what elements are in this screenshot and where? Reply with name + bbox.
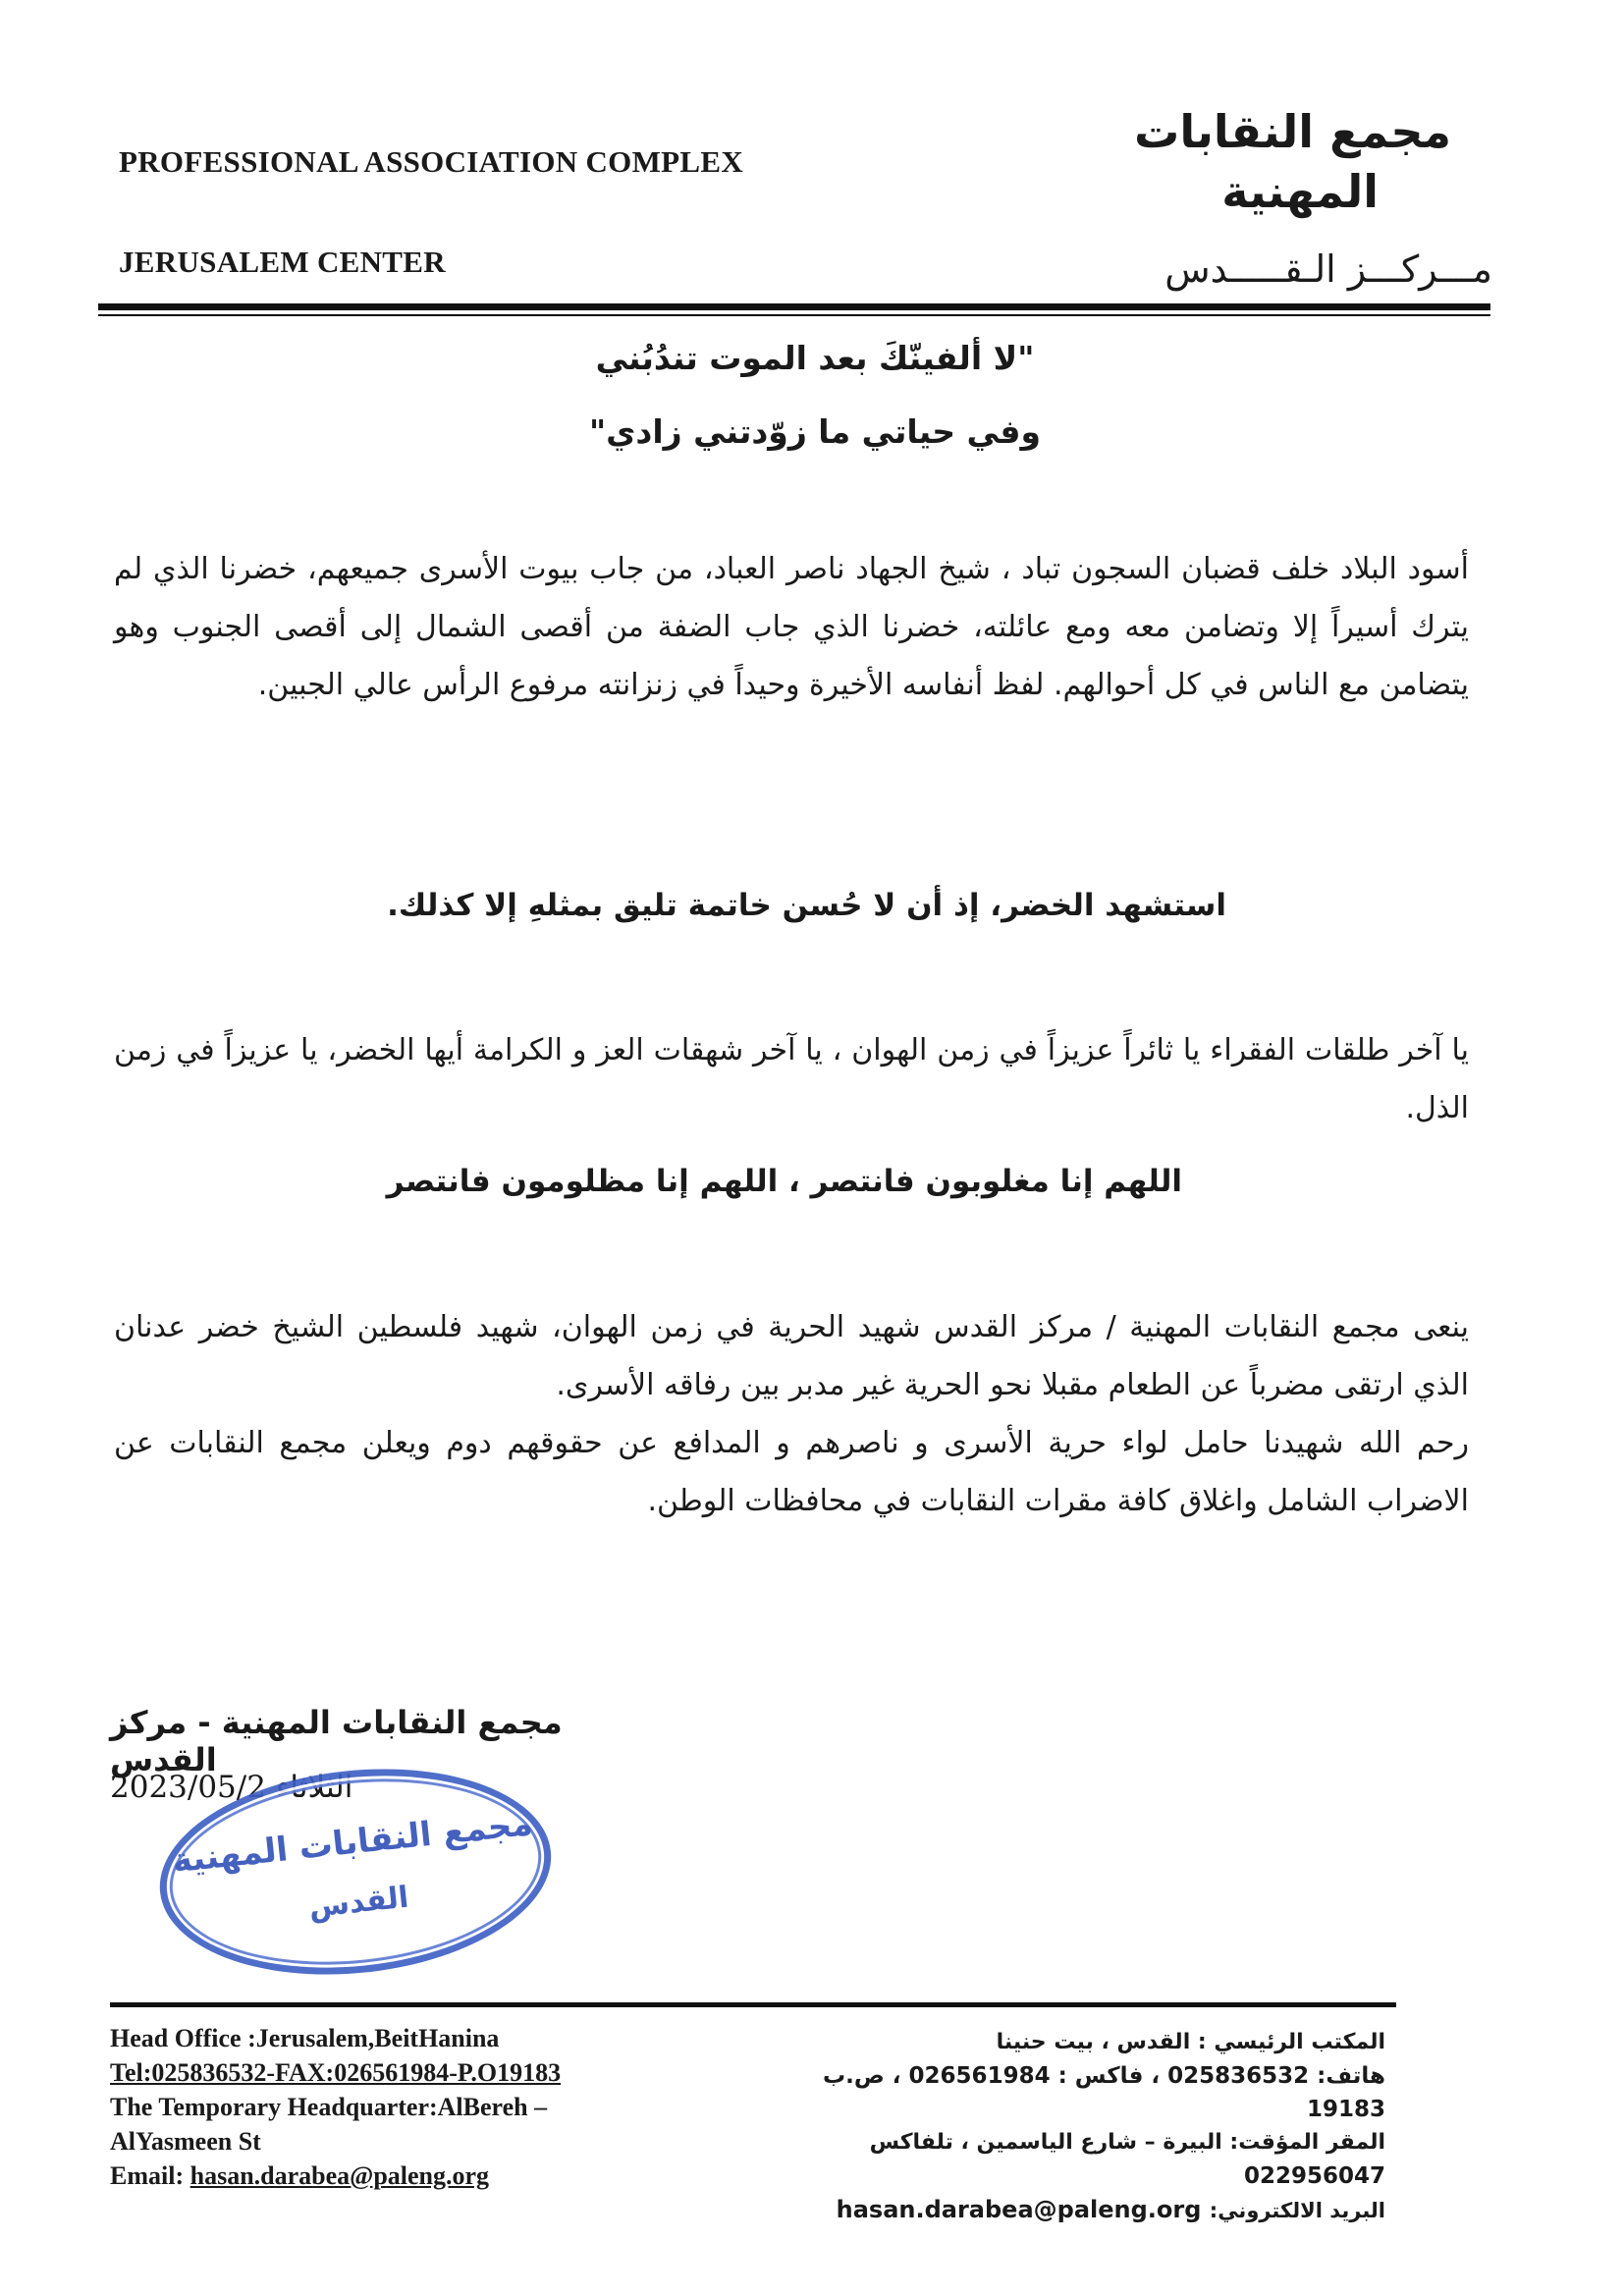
footer-ar-head-office: المكتب الرئيسي : القدس ، بيت حنينا — [996, 2030, 1385, 2054]
title-line-2: وفي حياتي ما زوّدتني زادي" — [588, 412, 1042, 451]
martyr-statement: استشهد الخضر، إذ أن لا حُسن خاتمة تليق بمثلهِ إلا كذلك. — [387, 888, 1226, 923]
footer-arabic-block — [796, 2026, 1385, 2227]
footer-ar-contact-numbers: هاتف: 025836532 ، فاكس : 026561984 ، ص.ب — [823, 2063, 1385, 2089]
letterhead-arabic-name-line2: المهنية — [1221, 165, 1379, 218]
prayer-line: اللهم إنا مغلوبون فانتصر ، اللهم إنا مظلومون فانتصر — [386, 1164, 1182, 1199]
stamp-text-name: مجمع النقابات المهنية — [170, 1804, 535, 1882]
body-paragraph-2: يا آخر طلقات الفقراء يا ثائراً عزيزاً في زمن الهوان ، يا آخر شهقات العز و الكرامة أيها الخضر، يا عزيزاً في زمن الذل. — [114, 1033, 1469, 1125]
footer-temporary-hq: The Temporary Headquarter:AlBereh – — [110, 2093, 548, 2121]
letterhead-divider — [98, 303, 1490, 310]
stamp-text-city: القدس — [306, 1880, 410, 1926]
body-paragraph-3: ينعى مجمع النقابات المهنية / مركز القدس شهيد الحرية في زمن الهوان، شهيد فلسطين الشيخ خضر عدنان الذي ارتقى مضرباً عن الطعام مقبلا نحو الحرية غير مدبر بين رفاقه الأسرى. — [114, 1310, 1469, 1402]
signature-organization: مجمع النقابات المهنية - مركز القدس — [110, 1704, 563, 1778]
footer-english-block — [110, 2021, 719, 2193]
footer-divider — [110, 2002, 1396, 2007]
footer-ar-email-link[interactable]: hasan.darabea@paleng.org — [836, 2196, 1202, 2223]
letterhead-english-center: JERUSALEM CENTER — [119, 245, 446, 279]
footer-ar-email-label: :البريد الالكتروني — [1209, 2199, 1385, 2222]
footer-ar-telefax: 022956047 — [1243, 2163, 1385, 2189]
footer-contact-numbers: Tel:025836532-FAX:026561984-P.O19183 — [110, 2058, 562, 2087]
footer-temporary-hq-street: AlYasmeen St — [110, 2127, 261, 2156]
footer-email-label: Email: — [110, 2161, 185, 2190]
body-paragraph-4: رحم الله شهيدنا حامل لواء حرية الأسرى و ناصرهم و المدافع عن حقوقهم دوم ويعلن مجمع النقابات عن الاضراب الشامل واغلاق كافة مقرات النقابات في محافظات الوطن. — [114, 1426, 1469, 1518]
footer-ar-email-row — [796, 2193, 1385, 2227]
letterhead-english-name: PROFESSIONAL ASSOCIATION COMPLEX — [119, 144, 744, 179]
letterhead-divider-thin — [98, 314, 1490, 316]
footer-head-office: Head Office :Jerusalem,BeitHanina — [110, 2024, 500, 2052]
footer-email-link[interactable]: hasan.darabea@paleng.org — [189, 2161, 490, 2190]
body-paragraph-1: أسود البلاد خلف قضبان السجون تباد ، شيخ الجهاد ناصر العباد، من جاب بيوت الأسرى جميعهم، خضرنا الذي لم يترك أسيراً إلا وتضامن معه ومع عائلته، خضرنا الذي جاب الضفة من أقصى الشمال إلى أقصى الجنوب وهو يتضامن مع الناس في كل أحوالهم. لفظ أنفاسه الأخيرة وحيداً في زنزانته مرفوع الرأس عالي الجبين. — [114, 552, 1469, 702]
letterhead-arabic-name: مجمع النقابات — [1134, 105, 1451, 158]
signature-date: الثلاثاء 2023/05/2 — [110, 1770, 353, 1805]
footer-ar-po-box: 19183 — [1306, 2097, 1385, 2122]
footer-ar-temporary-hq: المقر المؤقت: البيرة – شارع الياسمين ، تلفاكس — [869, 2130, 1385, 2155]
title-line-1: "لا ألفينّكَ بعد الموت تندُبُني — [595, 339, 1035, 377]
letterhead-arabic-center: مـــركـــز الـقـــــدس — [1164, 247, 1492, 291]
footer-email-row — [110, 2159, 719, 2193]
